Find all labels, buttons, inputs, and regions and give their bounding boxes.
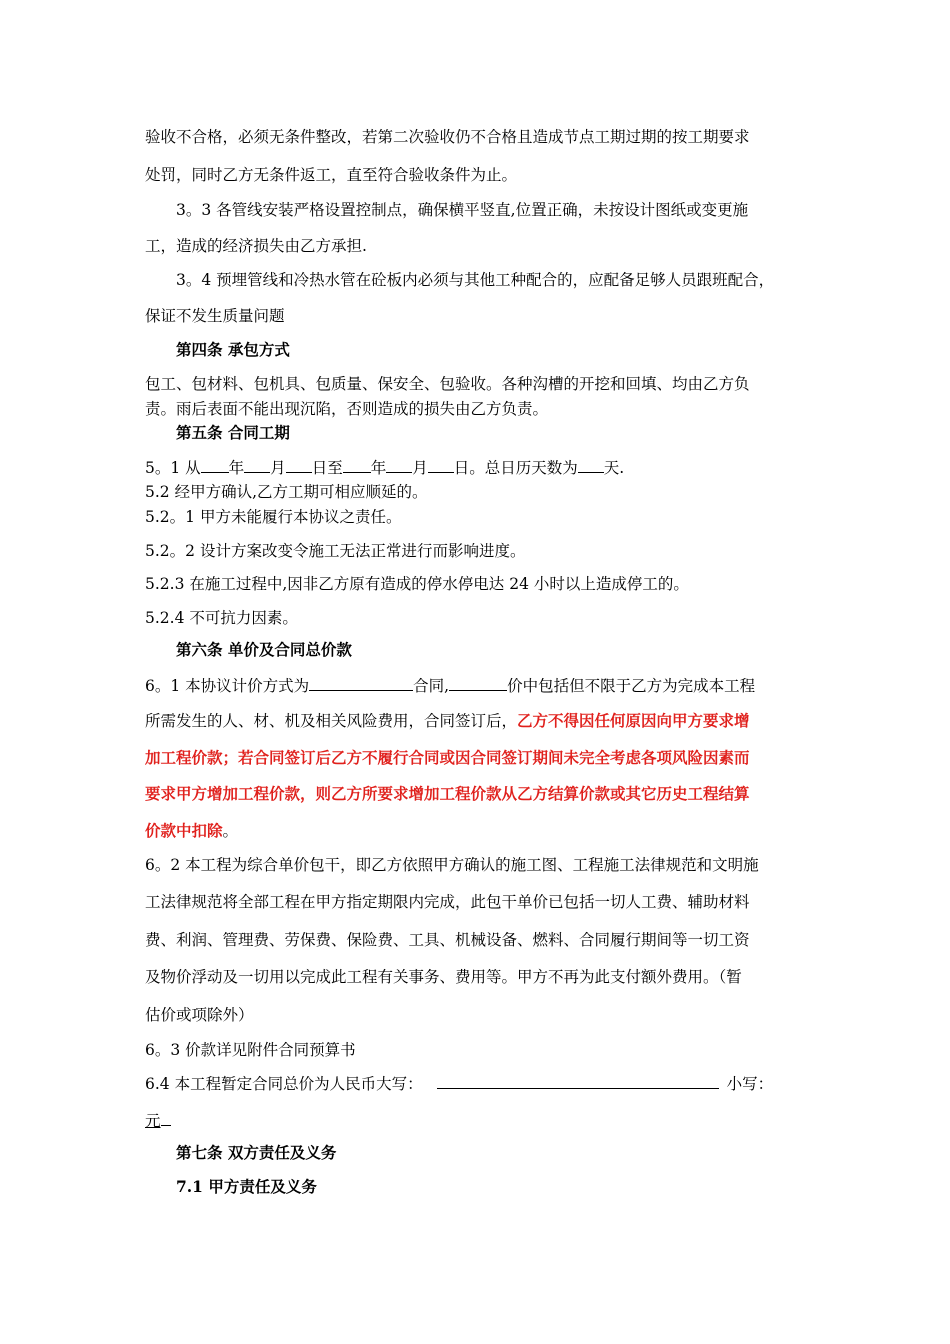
clause-6-2-line: 工法律规范将全部工程在甲方指定期限内完成，此包干单价已包括一切人工费、辅助材料 xyxy=(145,893,750,911)
blank-field xyxy=(309,675,413,691)
clause-6-3-line: 6。3 价款详见附件合同预算书 xyxy=(145,1041,356,1059)
clause-6-1-line xyxy=(145,711,750,731)
emphasis-line: 加工程价款；若合同签订后乙方不履行合同或因合同签订期间未完全考虑各项风险因素而 xyxy=(145,748,750,767)
blank-field xyxy=(386,457,412,473)
blank-field xyxy=(449,675,507,691)
blank-field xyxy=(343,457,371,473)
clause-6-2-line: 估价或项除外） xyxy=(145,1006,254,1024)
emphasis-text: 乙方不得因任何原因向甲方要求增 xyxy=(517,711,750,730)
article-5-heading: 第五条 合同工期 xyxy=(176,423,290,442)
clause-6-2-line: 6。2 本工程为综合单价包干，即乙方依照甲方确认的施工图、工程施工法律规范和文明施 xyxy=(145,856,759,874)
date-unit-label: 月 xyxy=(270,459,286,477)
clause-6-4-text: 6.4 本工程暂定合同总价为人民币大写： xyxy=(145,1075,423,1093)
clause-6-2-line: 费、利润、管理费、劳保费、保险费、工具、机械设备、燃料、合同履行期间等一切工资 xyxy=(145,931,750,949)
clause-6-1-line xyxy=(145,821,238,841)
article-4-line: 包工、包材料、包机具、包质量、保安全、包验收。各种沟槽的开挖和回填、均由乙方负 xyxy=(145,375,750,393)
text-line: 处罚，同时乙方无条件返工，直至符合验收条件为止。 xyxy=(145,166,518,184)
date-unit-label: 日至 xyxy=(311,459,343,477)
article-4-line: 责。雨后表面不能出现沉陷，否则造成的损失由乙方负责。 xyxy=(145,400,549,418)
article-7-heading: 第七条 双方责任及义务 xyxy=(176,1143,337,1162)
blank-field xyxy=(428,457,454,473)
clause-3-3-line: 工，造成的经济损失由乙方承担. xyxy=(145,237,367,255)
date-unit-label: 天. xyxy=(603,459,625,477)
clause-7-1-heading: 7.1 甲方责任及义务 xyxy=(176,1177,317,1196)
clause-3-4-line: 3。4 预埋管线和冷热水管在砼板内必须与其他工种配合的，应配备足够人员跟班配合， xyxy=(176,271,775,289)
clause-5-2-3-line: 5.2.3 在施工过程中,因非乙方原有造成的停水停电达 24 小时以上造成停工的。 xyxy=(145,575,689,593)
clause-5-2-line: 5.2 经甲方确认,乙方工期可相应顺延的。 xyxy=(145,483,428,501)
clause-5-2-4-line: 5.2.4 不可抗力因素。 xyxy=(145,609,298,627)
clause-6-1-text: 所需发生的人、材、机及相关风险费用，合同签订后， xyxy=(145,712,518,730)
emphasis-line: 要求甲方增加工程价款，则乙方所要求增加工程价款从乙方结算价款或其它历史工程结算 xyxy=(145,784,750,803)
clause-6-2-line: 及物价浮动及一切用以完成此工程有关事务、费用等。甲方不再为此支付额外费用。（暂 xyxy=(145,968,742,986)
clause-5-2-2-line: 5.2。2 设计方案改变令施工无法正常进行而影响进度。 xyxy=(145,542,526,560)
blank-field xyxy=(437,1073,719,1089)
clause-6-1-text: 。 xyxy=(222,822,239,840)
clause-6-4-text: 小写： xyxy=(726,1075,774,1093)
clause-3-4-line: 保证不发生质量问题 xyxy=(145,307,285,325)
clause-3-3-line: 3。3 各管线安装严格设置控制点，确保横平竖直,位置正确，未按设计图纸或变更施 xyxy=(176,201,749,219)
blank-field xyxy=(244,457,270,473)
clause-6-4-line xyxy=(145,1110,171,1131)
clause-6-4-line xyxy=(145,1073,773,1094)
blank-field xyxy=(578,457,604,473)
clause-5-1-prefix: 5。1 从 xyxy=(145,459,201,477)
article-4-heading: 第四条 承包方式 xyxy=(176,340,290,359)
clause-6-1-text: 价中包括但不限于乙方为完成本工程 xyxy=(507,677,756,695)
article-6-heading: 第六条 单价及合同总价款 xyxy=(176,640,352,659)
clause-5-1-line xyxy=(145,457,624,478)
clause-6-1-text: 6。1 本协议计价方式为 xyxy=(145,677,310,695)
date-unit-label: 日。总日历天数为 xyxy=(453,459,578,477)
blank-field xyxy=(161,1110,171,1126)
clause-6-1-line xyxy=(145,675,755,696)
date-unit-label: 年 xyxy=(370,459,387,477)
text-line: 验收不合格，必须无条件整改，若第二次验收仍不合格且造成节点工期过期的按工期要求 xyxy=(145,128,750,146)
currency-unit: 元 xyxy=(145,1112,161,1130)
date-unit-label: 年 xyxy=(228,459,245,477)
blank-field xyxy=(201,457,229,473)
clause-6-1-text: 合同, xyxy=(413,677,450,695)
clause-5-2-1-line: 5.2。1 甲方未能履行本协议之责任。 xyxy=(145,508,402,526)
date-unit-label: 月 xyxy=(412,459,428,477)
blank-field xyxy=(286,457,312,473)
emphasis-text: 价款中扣除 xyxy=(145,821,223,840)
